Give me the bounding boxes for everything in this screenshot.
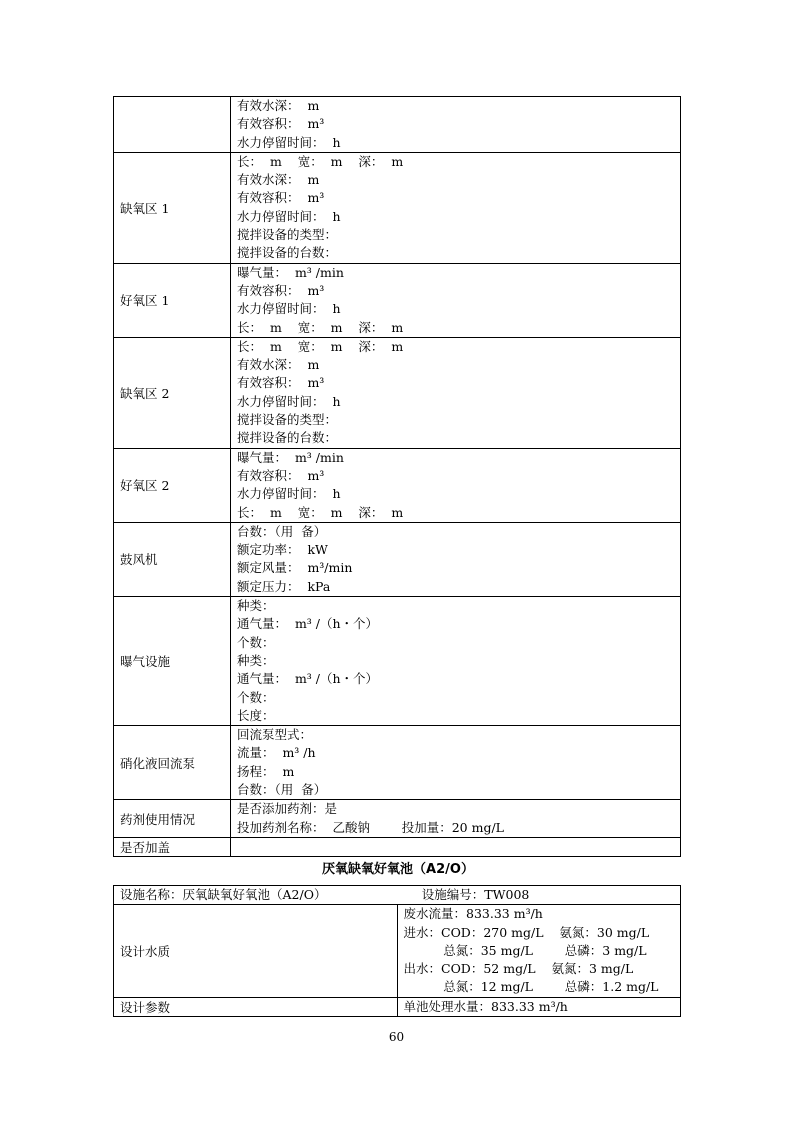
row-content xyxy=(231,726,681,800)
content-line: 水力停留时间： h xyxy=(237,486,341,502)
content-line: 长： m 宽： m 深： m xyxy=(237,319,404,335)
table2-body xyxy=(114,905,681,1017)
section-title: 厌氧缺氧好氧池（A2/O） xyxy=(322,862,474,877)
row-label: 好氧区 2 xyxy=(114,448,231,522)
row-content xyxy=(231,448,681,522)
content-line: 有效容积： m³ xyxy=(237,282,325,298)
content-line: 有效水深： m xyxy=(237,172,320,188)
content-line: 通气量： m³ /（h・个） xyxy=(237,616,379,632)
content-line: 搅拌设备的类型： xyxy=(237,227,338,243)
row-label: 缺氧区 2 xyxy=(114,337,231,448)
content-line: 水力停留时间： h xyxy=(237,208,341,224)
content-line: 长度： xyxy=(237,707,275,723)
a2o-header-row xyxy=(114,886,681,905)
content-line: 额定功率： kW xyxy=(237,542,328,558)
content-line: 额定压力： kPa xyxy=(237,578,331,594)
content-line: 单池处理水量：833.33 m³/h xyxy=(403,998,568,1014)
table-row xyxy=(114,448,681,522)
content-line: 有效容积： m³ xyxy=(237,190,325,206)
table-row xyxy=(114,97,681,153)
row-label: 好氧区 1 xyxy=(114,263,231,337)
content-line: 流量： m³ /h xyxy=(237,745,316,761)
content-line: 长： m 宽： m 深： m xyxy=(237,338,404,354)
table-row xyxy=(114,837,681,856)
content-line: 个数： xyxy=(237,689,275,705)
row-content xyxy=(231,837,681,856)
content-line: 有效容积： m³ xyxy=(237,116,325,132)
content-line: 总氮：35 mg/L 总磷：3 mg/L xyxy=(403,942,647,958)
row-label: 硝化液回流泵 xyxy=(114,726,231,800)
content-line: 废水流量：833.33 m³/h xyxy=(403,906,543,922)
row-content xyxy=(231,152,681,263)
content-line: 搅拌设备的类型： xyxy=(237,412,338,428)
content-line: 有效容积： m³ xyxy=(237,467,325,483)
content-line: 长： m 宽： m 深： m xyxy=(237,153,404,169)
content-line: 有效水深： m xyxy=(237,357,320,373)
a2o-header-text: 设施名称：厌氧缺氧好氧池（A2/O） 设施编号：TW008 xyxy=(120,887,530,902)
content-line: 种类： xyxy=(237,652,275,668)
row-label: 是否加盖 xyxy=(114,837,231,856)
content-line: 曝气量： m³ /min xyxy=(237,264,344,280)
content-line: 投加药剂名称： 乙酸钠 投加量：20 mg/L xyxy=(237,819,504,835)
content-line: 进水：COD：270 mg/L 氨氮：30 mg/L xyxy=(403,924,650,940)
table-row xyxy=(114,337,681,448)
facility-parameters-table xyxy=(113,96,681,857)
content-line: 搅拌设备的台数： xyxy=(237,430,338,446)
content-line: 曝气量： m³ /min xyxy=(237,449,344,465)
content-line: 有效水深： m xyxy=(237,98,320,113)
a2o-table xyxy=(113,885,681,1017)
row-label: 曝气设施 xyxy=(114,597,231,726)
table-row xyxy=(114,263,681,337)
content-line: 水力停留时间： h xyxy=(237,134,341,150)
row-content xyxy=(231,800,681,838)
content-line: 回流泵型式： xyxy=(237,727,313,743)
table-row xyxy=(114,597,681,726)
row-content xyxy=(397,997,681,1016)
table-row xyxy=(114,726,681,800)
content-line: 扬程： m xyxy=(237,763,295,779)
content-line: 长： m 宽： m 深： m xyxy=(237,504,404,520)
table-row xyxy=(114,152,681,263)
content-line: 个数： xyxy=(237,634,275,650)
content-line: 台数：（用 备） xyxy=(237,523,327,539)
row-content xyxy=(231,522,681,596)
row-label: 药剂使用情况 xyxy=(114,800,231,838)
table-row xyxy=(114,997,681,1016)
content-line: 水力停留时间： h xyxy=(237,393,341,409)
row-content xyxy=(231,597,681,726)
a2o-header-cell xyxy=(114,886,681,905)
content-line: 是否添加药剂：是 xyxy=(237,801,338,817)
table-row xyxy=(114,905,681,997)
content-line: 种类： xyxy=(237,598,275,614)
row-label: 设计参数 xyxy=(114,997,398,1016)
row-content xyxy=(231,263,681,337)
content-line: 额定风量： m³/min xyxy=(237,560,353,576)
empty-line xyxy=(237,838,680,856)
table-row xyxy=(114,800,681,838)
content-line: 搅拌设备的台数： xyxy=(237,245,338,261)
content-line: 水力停留时间： h xyxy=(237,301,341,317)
content-line: 出水：COD：52 mg/L 氨氮：3 mg/L xyxy=(403,961,634,977)
row-label xyxy=(114,97,231,153)
row-label: 设计水质 xyxy=(114,905,398,997)
row-content xyxy=(231,337,681,448)
table-row xyxy=(114,522,681,596)
table1-body xyxy=(114,97,681,857)
page-number: 60 xyxy=(388,1030,405,1044)
row-content xyxy=(231,97,681,153)
row-label: 鼓风机 xyxy=(114,522,231,596)
content-line: 台数：（用 备） xyxy=(237,781,327,797)
content-line: 总氮：12 mg/L 总磷：1.2 mg/L xyxy=(403,979,659,995)
content-line: 有效容积： m³ xyxy=(237,375,325,391)
row-label: 缺氧区 1 xyxy=(114,152,231,263)
content-line: 通气量： m³ /（h・个） xyxy=(237,671,379,687)
row-content xyxy=(397,905,681,997)
